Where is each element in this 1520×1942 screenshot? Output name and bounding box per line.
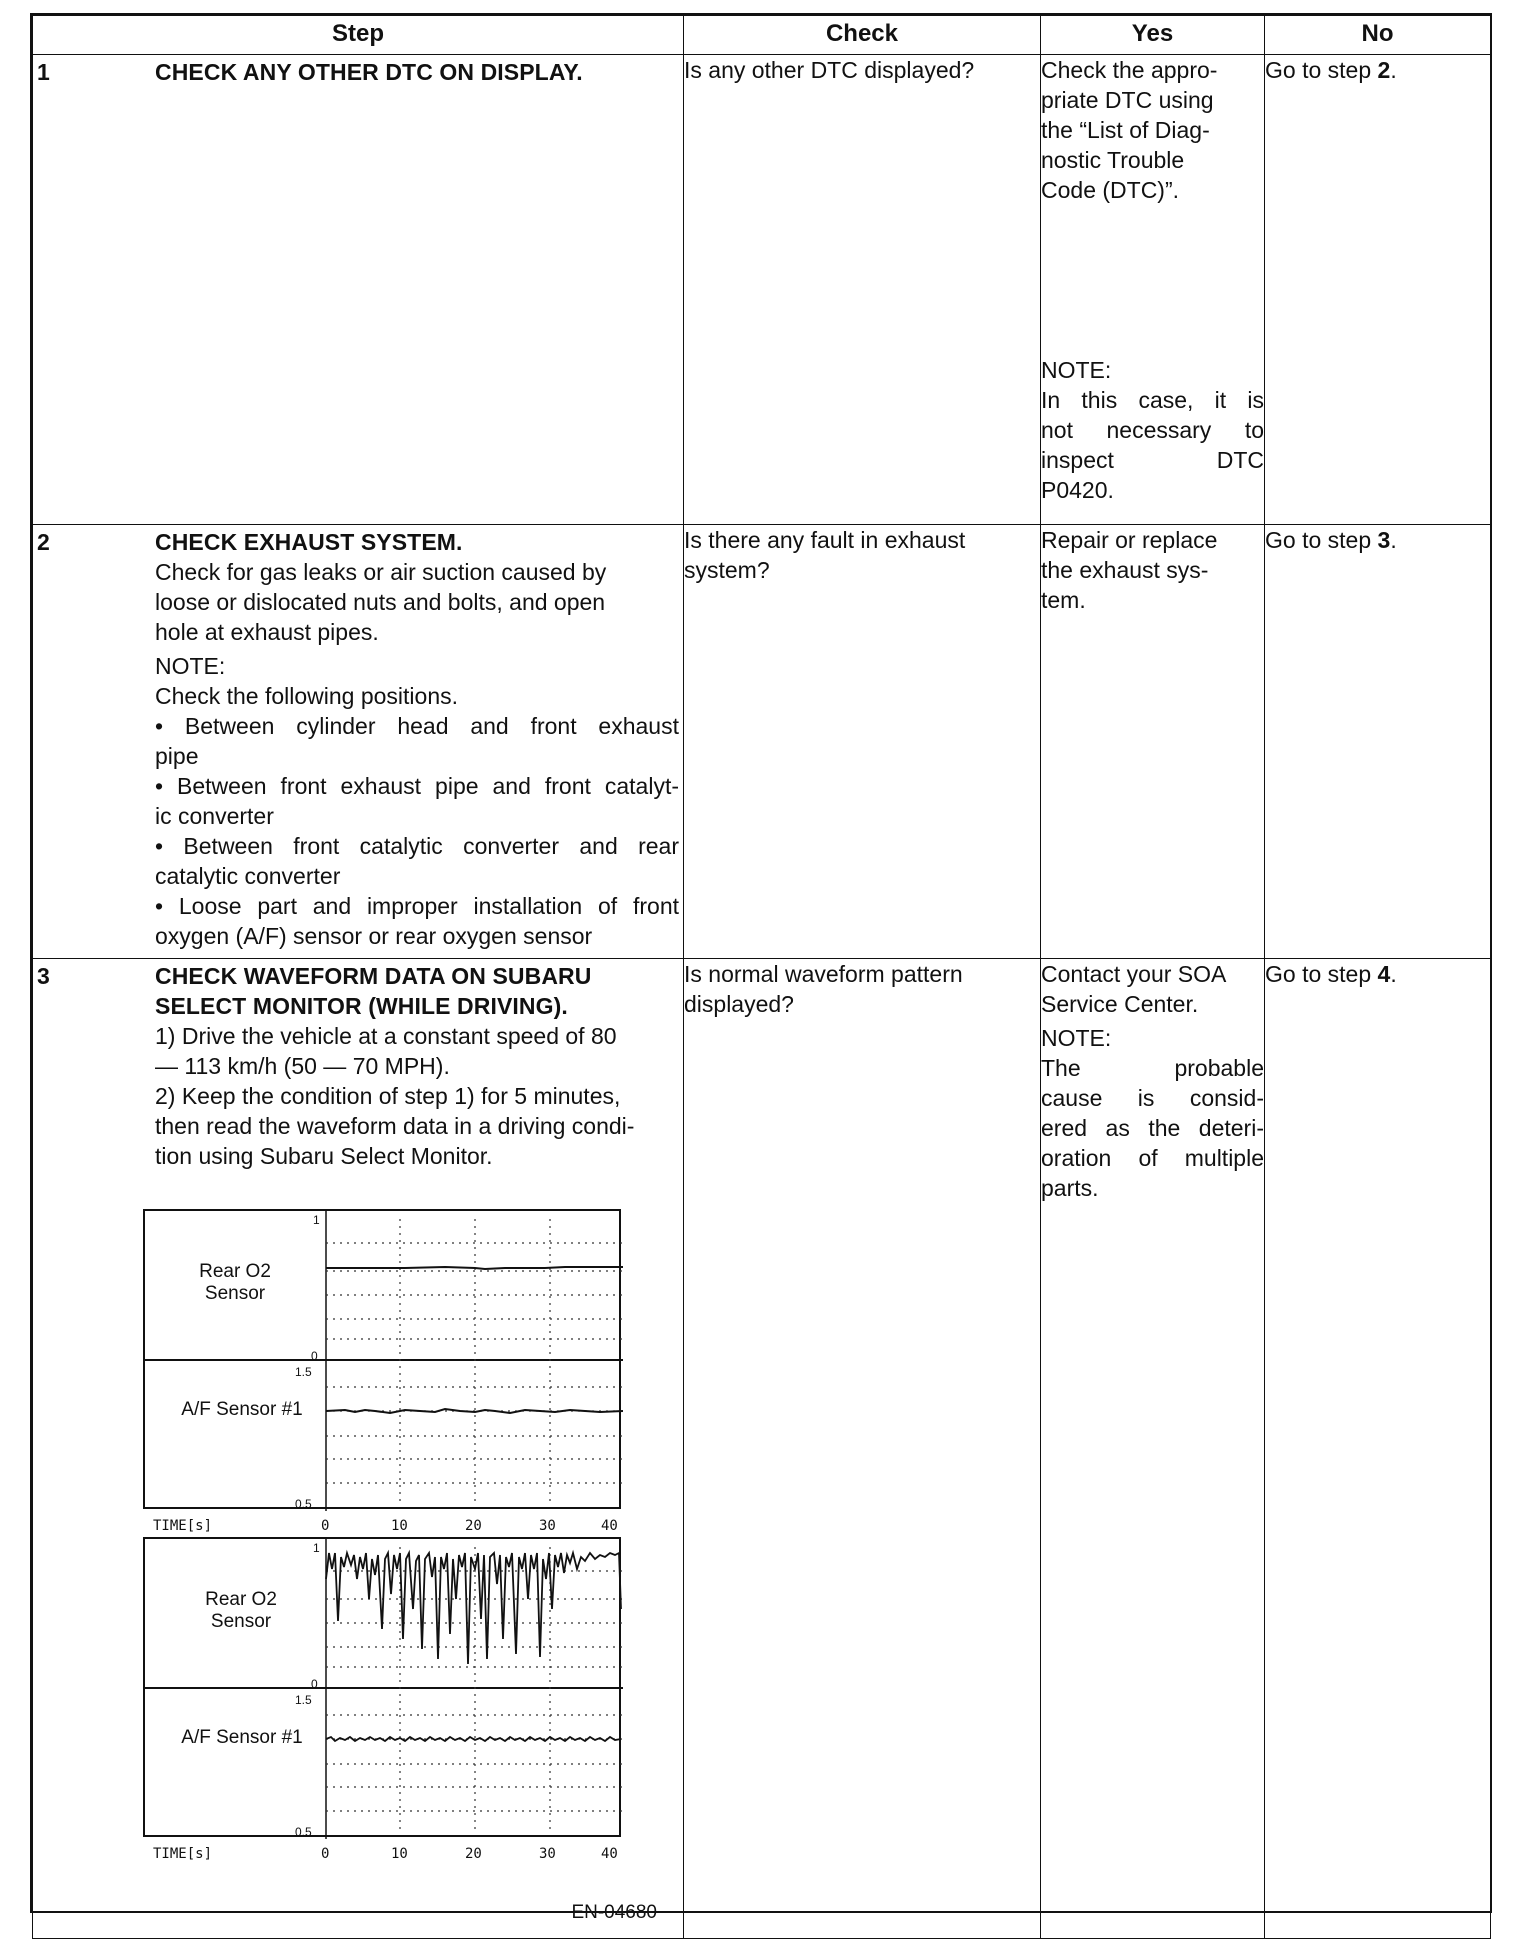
axis-max-label: 1.5 — [295, 1365, 312, 1379]
bullet-line: • Between front catalytic converter and rear — [155, 833, 679, 859]
rear-o2-label-line: Rear O2 — [205, 1589, 277, 1610]
step-body-line: — 113 km/h (50 — 70 MPH). — [155, 1053, 450, 1079]
yes-note-line: not necessary to — [1041, 417, 1264, 443]
step-title-line: CHECK WAVEFORM DATA ON SUBARU — [155, 963, 592, 989]
waveform-figure — [143, 1209, 633, 1865]
time-tick: 30 — [539, 1846, 556, 1862]
time-tick: 20 — [465, 1518, 482, 1534]
table-row — [33, 55, 1491, 525]
step-body-line: Check for gas leaks or air suction caused by — [155, 559, 607, 585]
yes-note-line: The probable — [1041, 1055, 1264, 1081]
yes-cell — [1041, 525, 1265, 959]
axis-min-label: 0 — [311, 1349, 318, 1363]
axis-min-label: 0 — [311, 1677, 318, 1691]
time-tick: 40 — [601, 1518, 618, 1534]
check-line: system? — [684, 557, 770, 583]
yes-note-line: cause is consid- — [1041, 1085, 1264, 1111]
no-step-link[interactable]: 4 — [1377, 961, 1391, 987]
no-text: Go to step — [1265, 961, 1378, 987]
step-number: 3 — [37, 963, 50, 989]
yes-line: nostic Trouble — [1041, 147, 1185, 173]
bullet-line: pipe — [155, 743, 199, 769]
header-no: No — [1265, 16, 1491, 55]
header-check: Check — [684, 16, 1041, 55]
step-number: 1 — [37, 59, 50, 85]
yes-cell — [1041, 55, 1265, 525]
note-label: NOTE: — [155, 653, 226, 679]
no-suffix: . — [1390, 527, 1397, 553]
axis-max-label: 1.5 — [295, 1693, 312, 1707]
step-title-line: SELECT MONITOR (WHILE DRIVING). — [155, 993, 568, 1019]
time-tick: 30 — [539, 1518, 556, 1534]
waveform-svg-normal — [145, 1211, 623, 1511]
step-body-line: loose or dislocated nuts and bolts, and open — [155, 589, 606, 615]
af-sensor-label: A/F Sensor #1 — [181, 1399, 303, 1420]
rear-o2-label-line: Sensor — [204, 1283, 266, 1304]
yes-line: priate DTC using — [1041, 87, 1214, 113]
bullet-line: ic converter — [155, 803, 274, 829]
yes-note-line: parts. — [1041, 1175, 1099, 1201]
time-tick: 10 — [391, 1518, 408, 1534]
step-cell — [33, 525, 684, 959]
table-header-row — [33, 16, 1491, 55]
bullet-line: • Loose part and improper installation of front — [155, 893, 679, 919]
yes-cell — [1041, 959, 1265, 1939]
waveform-chart-abnormal — [143, 1537, 621, 1837]
time-tick: 20 — [465, 1846, 482, 1862]
no-cell — [1265, 525, 1491, 959]
yes-note-line: In this case, it is — [1041, 387, 1264, 413]
yes-note-line: P0420. — [1041, 477, 1114, 503]
time-tick: 10 — [391, 1846, 408, 1862]
yes-line: Contact your SOA — [1041, 961, 1227, 987]
no-suffix: . — [1390, 961, 1397, 987]
step-title: CHECK ANY OTHER DTC ON DISPLAY. — [155, 59, 583, 85]
step-cell — [33, 959, 684, 1939]
yes-line: the exhaust sys- — [1041, 557, 1209, 583]
bullet-line: • Between front exhaust pipe and front catalyt- — [155, 773, 679, 799]
header-step: Step — [33, 16, 684, 55]
step-title: CHECK EXHAUST SYSTEM. — [155, 529, 463, 555]
check-cell — [684, 55, 1041, 525]
check-line: Is there any fault in exhaust — [684, 527, 966, 553]
bullet-line: catalytic converter — [155, 863, 341, 889]
af-sensor-label: A/F Sensor #1 — [181, 1727, 303, 1748]
table-row — [33, 959, 1491, 1939]
rear-o2-label-line: Rear O2 — [199, 1261, 271, 1282]
axis-max-label: 1 — [313, 1213, 320, 1227]
time-axis-label: TIME[s] — [153, 1846, 213, 1862]
check-text: Is any other DTC displayed? — [684, 57, 975, 83]
time-axis-label: TIME[s] — [153, 1518, 213, 1534]
no-cell — [1265, 959, 1491, 1939]
step-body-line: hole at exhaust pipes. — [155, 619, 379, 645]
no-cell — [1265, 55, 1491, 525]
yes-line: Code (DTC)”. — [1041, 177, 1180, 203]
rear-o2-label — [171, 1589, 311, 1633]
no-step-link[interactable]: 3 — [1377, 527, 1391, 553]
yes-line: tem. — [1041, 587, 1086, 613]
no-text: Go to step — [1265, 57, 1378, 83]
step-body-line: then read the waveform data in a driving condi- — [155, 1113, 635, 1139]
check-line: Is normal waveform pattern — [684, 961, 963, 987]
check-cell — [684, 959, 1041, 1939]
rear-o2-label — [165, 1261, 305, 1305]
no-step-link[interactable]: 2 — [1377, 57, 1391, 83]
step-body-line: tion using Subaru Select Monitor. — [155, 1143, 493, 1169]
yes-note-label: NOTE: — [1041, 357, 1112, 383]
step-body-line: 1) Drive the vehicle at a constant speed of 80 — [155, 1023, 617, 1049]
table-row — [33, 525, 1491, 959]
diagnostic-table — [32, 15, 1491, 1939]
bullet-line: • Between cylinder head and front exhaust — [155, 713, 679, 739]
check-line: displayed? — [684, 991, 794, 1017]
yes-line: Service Center. — [1041, 991, 1199, 1017]
rear-o2-label-line: Sensor — [210, 1611, 272, 1632]
yes-note-line: ered as the deteri- — [1041, 1115, 1264, 1141]
yes-note-line: oration of multiple — [1041, 1145, 1264, 1171]
no-suffix: . — [1390, 57, 1397, 83]
bullet-line: oxygen (A/F) sensor or rear oxygen sensor — [155, 923, 593, 949]
axis-min-label: 0.5 — [295, 1825, 312, 1839]
check-cell — [684, 525, 1041, 959]
yes-note-line: inspect DTC — [1041, 447, 1264, 473]
no-text: Go to step — [1265, 527, 1378, 553]
time-tick: 0 — [321, 1846, 330, 1862]
axis-min-label: 0.5 — [295, 1497, 312, 1511]
step-cell — [33, 55, 684, 525]
yes-line: the “List of Diag- — [1041, 117, 1210, 143]
yes-line: Check the appro- — [1041, 57, 1218, 83]
time-tick: 40 — [601, 1846, 618, 1862]
yes-note-label: NOTE: — [1041, 1025, 1112, 1051]
figure-code: EN-04680 — [571, 1902, 657, 1923]
axis-max-label: 1 — [313, 1541, 320, 1555]
diagnostic-procedure-page — [30, 13, 1492, 1923]
waveform-chart-normal — [143, 1209, 621, 1509]
step-body-line: 2) Keep the condition of step 1) for 5 minutes, — [155, 1083, 621, 1109]
time-tick: 0 — [321, 1518, 330, 1534]
step-number: 2 — [37, 529, 50, 555]
yes-line: Repair or replace — [1041, 527, 1218, 553]
time-axis — [143, 1837, 633, 1865]
header-yes: Yes — [1041, 16, 1265, 55]
time-axis — [143, 1509, 633, 1537]
note-intro: Check the following positions. — [155, 683, 458, 709]
waveform-svg-abnormal — [145, 1539, 623, 1839]
